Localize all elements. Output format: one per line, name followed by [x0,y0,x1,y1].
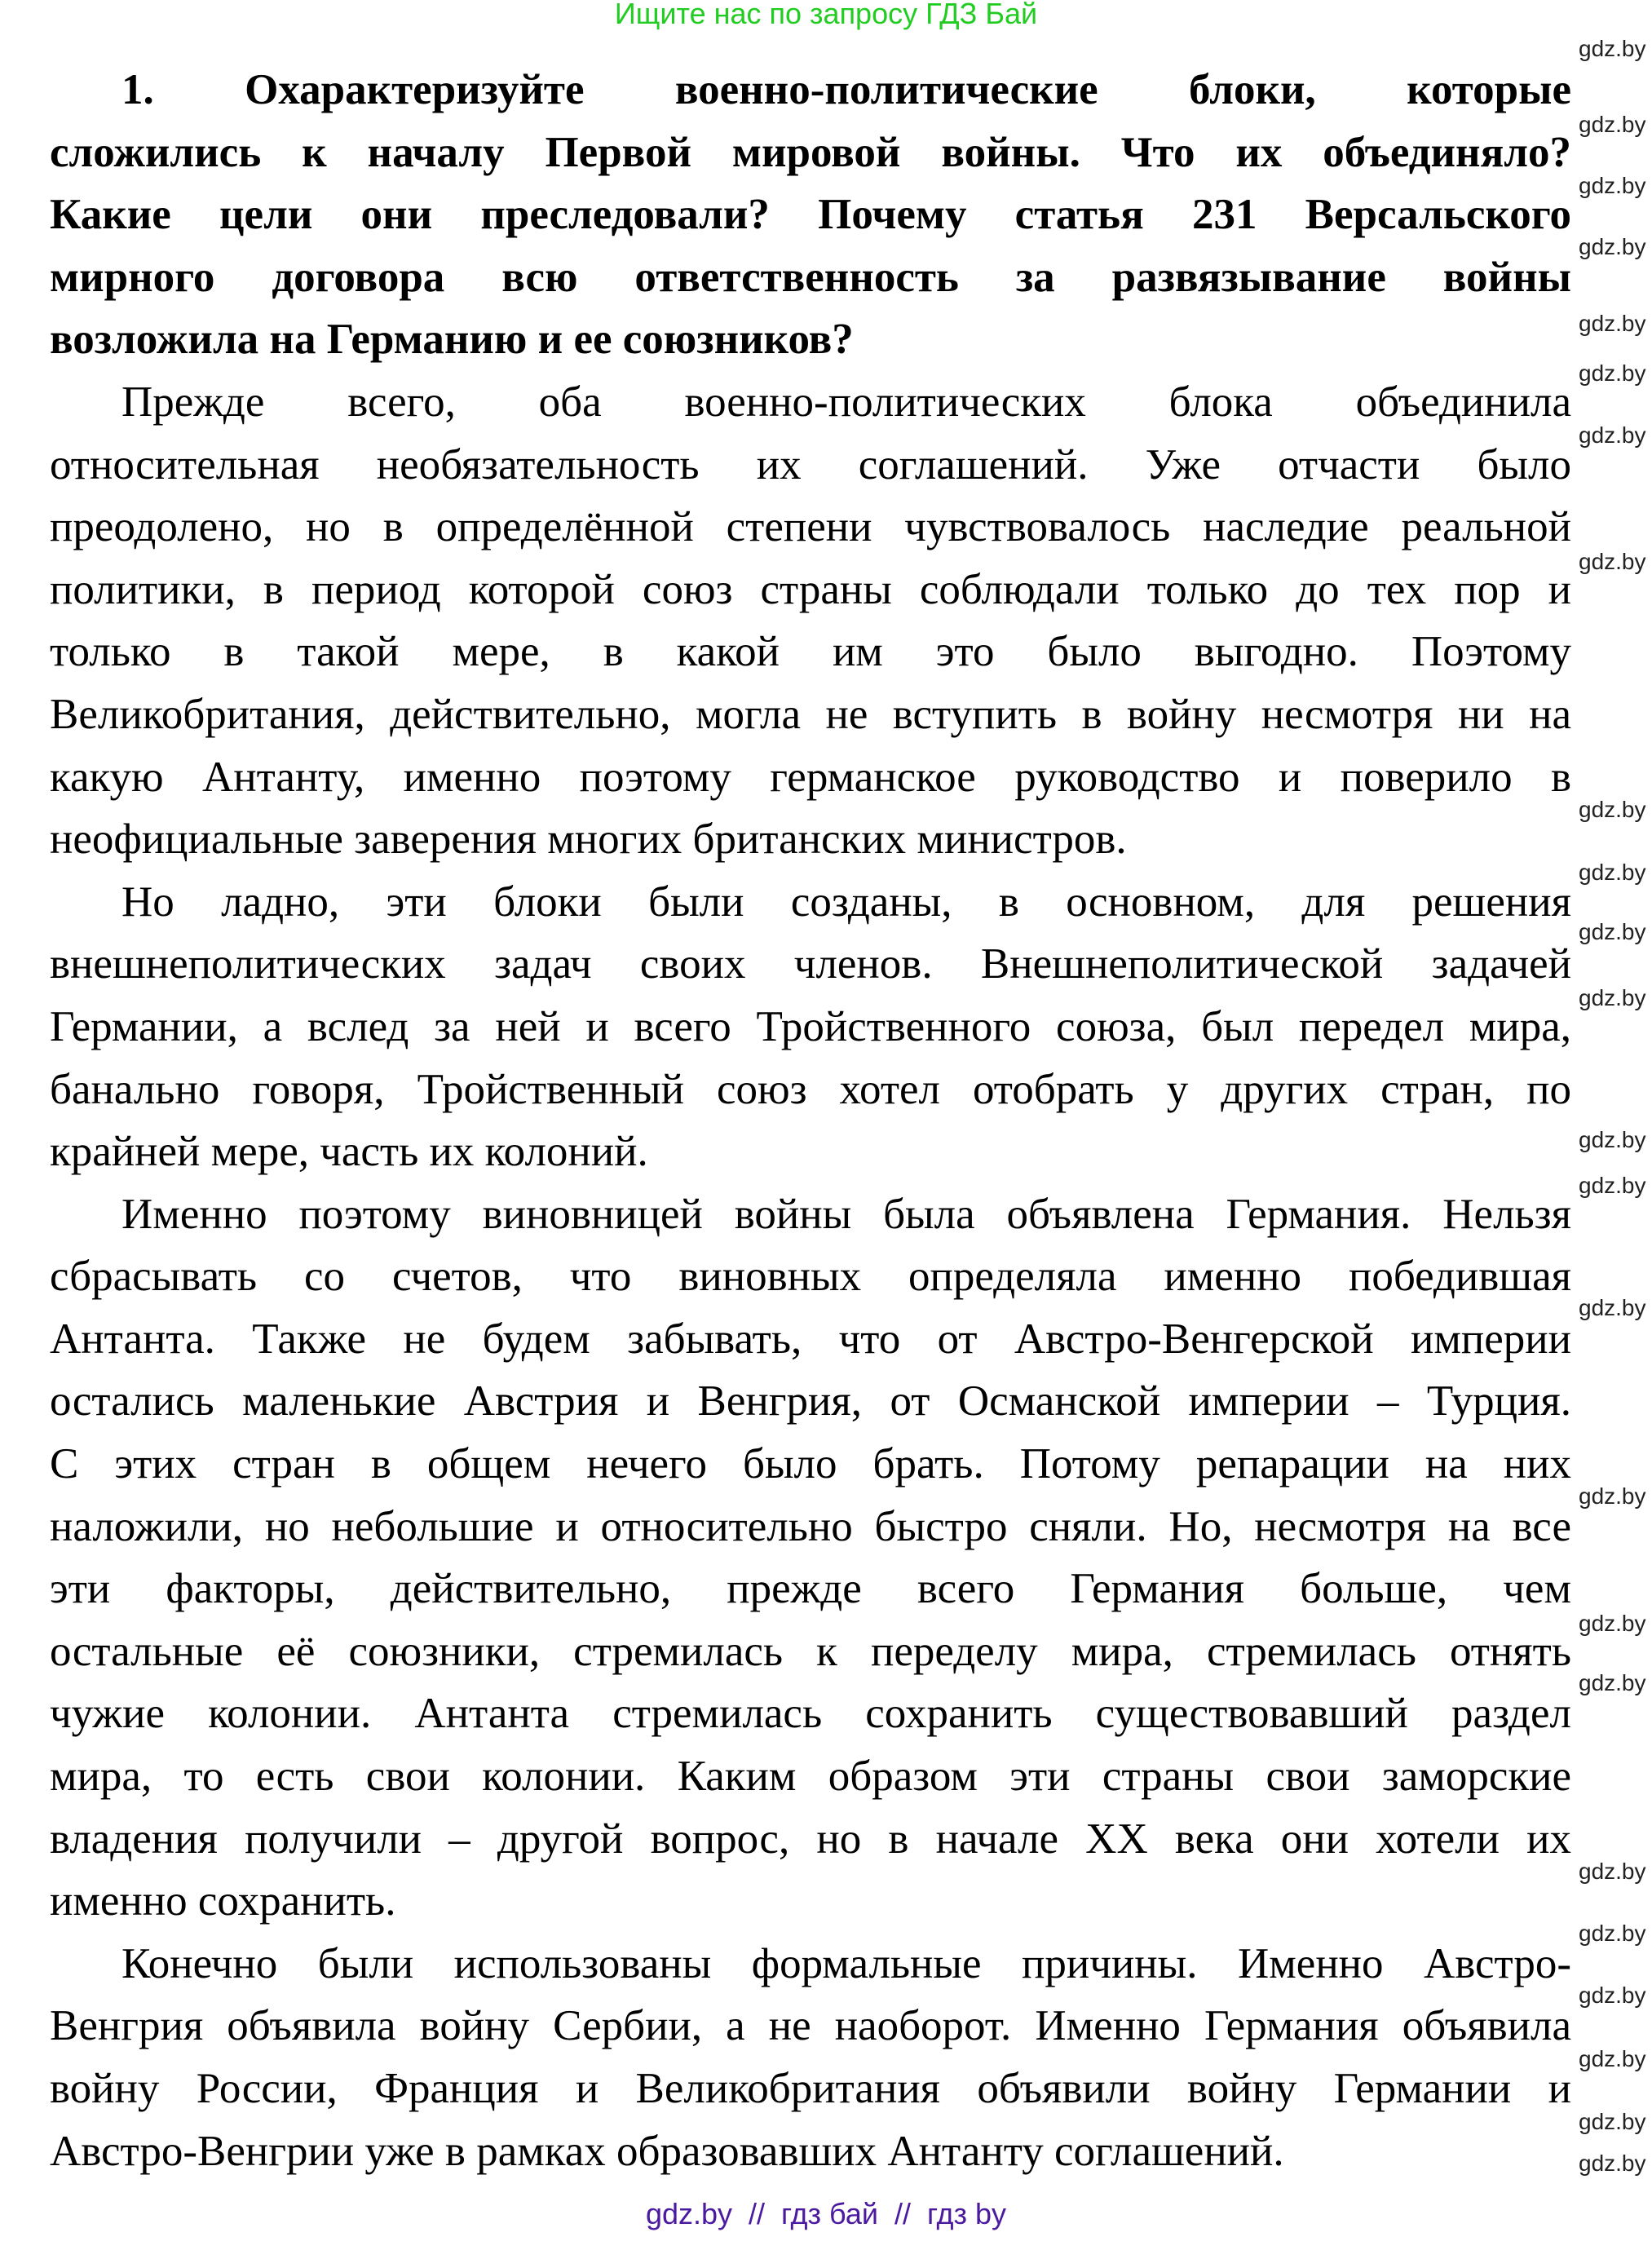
paragraph-line: внешнеполитических задач своих членов. Внешнеполитической задачей [50,940,1571,988]
watermark: gdz.by [1579,172,1646,198]
paragraph-line: наложили, но небольшие и относительно быстро сняли. Но, несмотря на все [50,1502,1571,1550]
paragraph-line: сбрасывать со счетов, что виновных определяла именно победившая [50,1253,1571,1301]
watermark: gdz.by [1579,919,1646,945]
watermark: gdz.by [1579,2150,1646,2176]
watermark: gdz.by [1579,233,1646,259]
watermark: gdz.by [1579,797,1646,823]
watermark: gdz.by [1579,1483,1646,1510]
watermark: gdz.by [1579,422,1646,448]
paragraph-line: преодолено, но в определённой степени чувствовалось наследие реальной [50,503,1571,551]
paragraph-line: какую Антанту, именно поэтому германское руководство и поверило в [50,753,1571,801]
watermark: gdz.by [1579,2109,1646,2135]
paragraph-line: неофициальные заверения многих британских министров. [50,816,1127,864]
watermark: gdz.by [1579,1858,1646,1884]
paragraph-line: остальные её союзники, стремилась к переделу мира, стремилась отнять [50,1627,1571,1675]
search-banner: Ищите нас по запросу ГДЗ Бай [614,0,1038,30]
paragraph-line: относительная необязательность их соглашений. Уже отчасти было [50,440,1571,488]
watermark: gdz.by [1579,1295,1646,1321]
watermark: gdz.by [1579,859,1646,885]
watermark: gdz.by [1579,1610,1646,1636]
watermark: gdz.by [1579,984,1646,1010]
paragraph-line: Великобритания, действительно, могла не вступить в войну несмотря ни на [50,690,1571,738]
paragraph-line: С этих стран в общем нечего было брать. Потому репарации на них [50,1440,1571,1488]
question-line: сложились к началу Первой мировой войны. Что их объединяло? [50,128,1571,176]
paragraph-line: эти факторы, действительно, прежде всего Германия больше, чем [50,1565,1571,1613]
paragraph-line: Прежде всего, оба военно-политических блока объединила [121,378,1571,426]
watermark: gdz.by [1579,1173,1646,1199]
paragraph-line: остались маленькие Австрия и Венгрия, от Османской империи – Турция. [50,1377,1571,1426]
paragraph [50,1183,1571,1933]
paragraph [50,371,1571,871]
paragraph-line: политики, в период которой союз страны соблюдали только до тех пор и [50,565,1571,613]
paragraph [50,1933,1571,2182]
question-line: возложила на Германию и ее союзников? [50,316,854,364]
watermark: gdz.by [1579,1127,1646,1153]
paragraph-line: мира, то есть свои колонии. Каким образом эти страны свои заморские [50,1753,1571,1801]
footer-links[interactable]: gdz.by // гдз бай // гдз by [645,2197,1007,2230]
paragraph-line: Австро-Венгрии уже в рамках образовавших Антанту соглашений. [50,2127,1284,2175]
paragraph-line: крайней мере, часть их колоний. [50,1128,648,1176]
watermark: gdz.by [1579,1921,1646,1947]
watermark: gdz.by [1579,360,1646,387]
question-line: мирного договора всю ответственность за развязывание войны [50,253,1571,301]
paragraph-line: Именно поэтому виновницей войны была объявлена Германия. Нельзя [121,1190,1571,1238]
paragraph-line: Но ладно, эти блоки были созданы, в основном, для решения [121,877,1571,926]
watermark: gdz.by [1579,1669,1646,1695]
question-heading [50,59,1571,371]
paragraph-line: Венгрия объявила войну Сербии, а не наоборот. Именно Германия объявила [50,2002,1571,2050]
document-body [50,59,1571,2182]
paragraph-line: владения получили – другой вопрос, но в начале XX века они хотели их [50,1815,1571,1863]
paragraph-line: войну России, Франция и Великобритания объявили войну Германии и [50,2065,1571,2112]
question-line: Какие цели они преследовали? Почему статья 231 Версальского [50,191,1571,239]
watermark: gdz.by [1579,111,1646,137]
answer-text [50,371,1571,2182]
paragraph-line: именно сохранить. [50,1877,396,1925]
paragraph-line: только в такой мере, в какой им это было выгодно. Поэтому [50,628,1571,676]
paragraph [50,871,1571,1183]
watermark: gdz.by [1579,311,1646,337]
watermark: gdz.by [1579,2046,1646,2072]
paragraph-line: банально говоря, Тройственный союз хотел отобрать у других стран, по [50,1065,1571,1113]
paragraph-line: Конечно были использованы формальные причины. Именно Австро- [121,1939,1571,1987]
watermark: gdz.by [1579,1982,1646,2008]
question-line: 1. Охарактеризуйте военно-политические блоки, которые [121,66,1571,113]
paragraph-line: Антанта. Также не будем забывать, что от Австро-Венгерской империи [50,1315,1571,1363]
watermark: gdz.by [1579,549,1646,575]
paragraph-line: чужие колонии. Антанта стремилась сохранить существовавший раздел [50,1690,1571,1738]
paragraph-line: Германии, а вслед за ней и всего Тройственного союза, был передел мира, [50,1002,1571,1050]
watermark: gdz.by [1579,36,1646,62]
